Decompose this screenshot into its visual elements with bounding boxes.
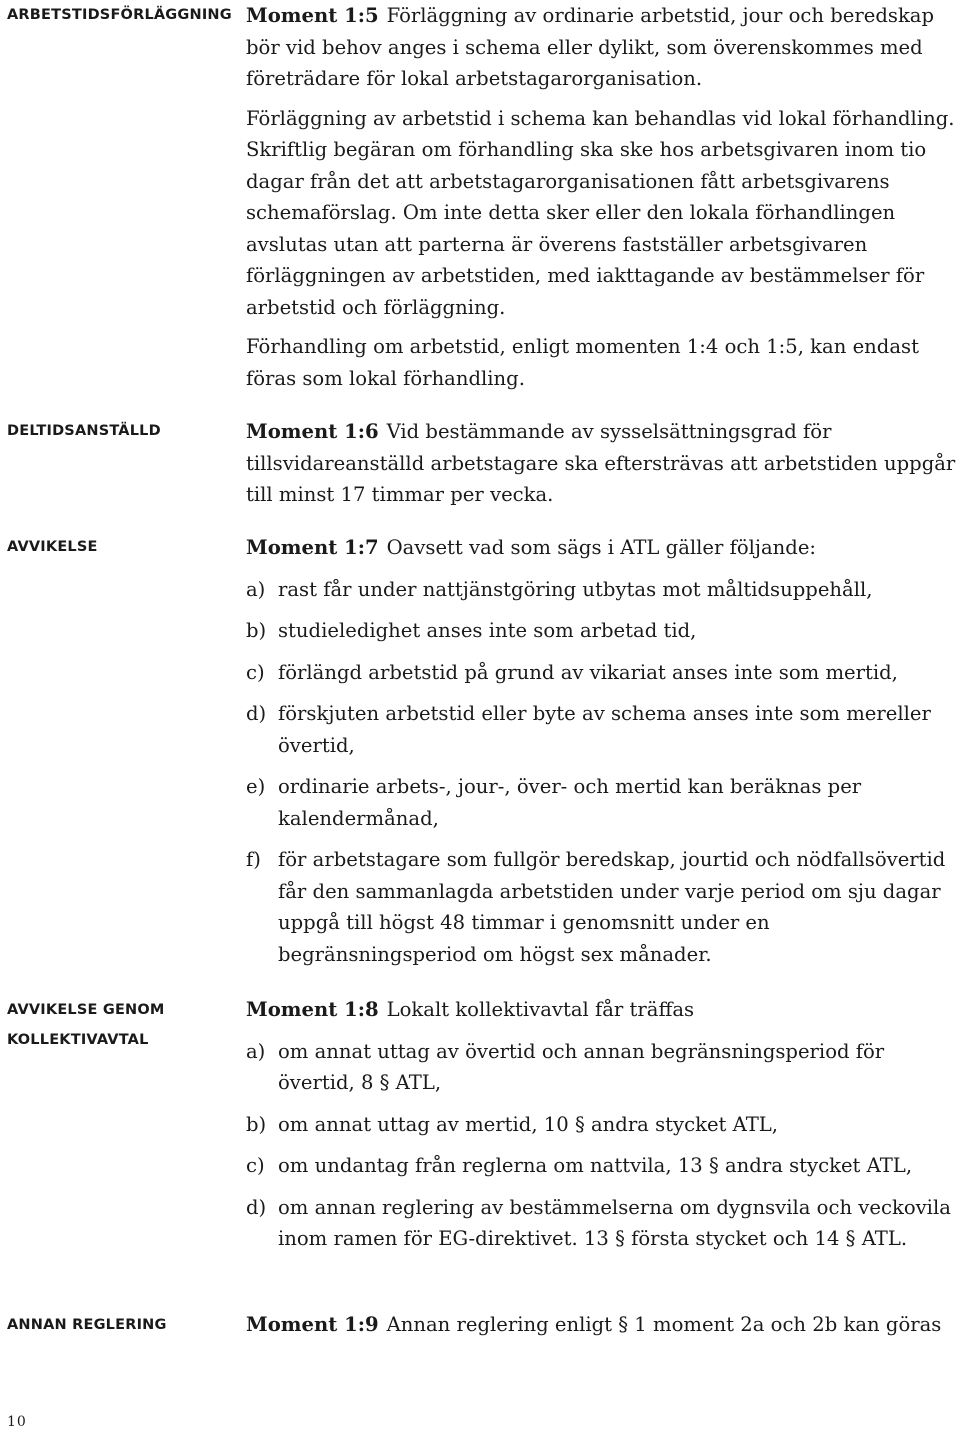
- list-item: [246, 657, 958, 689]
- moment-1-6-paragraph: [246, 416, 958, 511]
- moment-1-8-list: [246, 1036, 958, 1255]
- moment-1-7-text: Oavsett vad som sägs i ATL gäller följande:: [386, 536, 817, 559]
- list-item-text: förlängd arbetstid på grund av vikariat anses inte som mertid,: [278, 660, 898, 684]
- list-item-text: om annat uttag av mertid, 10 § andra stycket ATL,: [278, 1112, 779, 1136]
- page-number: 10: [7, 1414, 27, 1430]
- moment-1-5-text: Förläggning av ordinarie arbetstid, jour och beredskap bör vid behov anges i schema eller dylikt, som överenskommes med företrädare för lokal arbetstagarorganisation.: [246, 4, 935, 90]
- list-item-label: a): [246, 577, 266, 601]
- list-item: [246, 698, 958, 761]
- moment-1-6-text: Vid bestämmande av sysselsättningsgrad för tillsvidareanställd arbetstagare ska eftersträvas att arbetstiden uppgår till minst 17 timmar per vecka.: [246, 420, 956, 506]
- list-item-label: b): [246, 619, 267, 642]
- sidebar-label-avvikelse-genom: AVVIKELSE GENOM: [7, 1002, 165, 1018]
- moment-1-5-paragraph-2: Förläggning av arbetstid i schema kan behandlas vid lokal förhandling. Skriftlig begäran om förhandling ska ske hos arbetsgivaren inom tio dagar från det att arbetstagarorganisationen fått arbetsgivarens schemaförslag. Om inte detta sker eller den lokala förhandlingen avslutas utan att parterna är överens fastställer arbetsgivaren förläggningen av arbetstiden, med iakttagande av bestämmelser för arbetstid och förläggning.: [246, 106, 955, 319]
- list-item-label: a): [246, 1039, 266, 1063]
- sidebar-label-annan-reglering: ANNAN REGLERING: [7, 1317, 167, 1333]
- sidebar-label-deltidsanstalld: DELTIDSANSTÄLLD: [7, 423, 161, 439]
- list-item: [246, 1036, 958, 1099]
- list-item-label: b): [246, 1112, 267, 1136]
- list-item-label: c): [246, 660, 265, 684]
- list-item-text: rast får under nattjänstgöring utbytas mot måltidsuppehåll,: [278, 577, 873, 601]
- moment-1-9-paragraph: [246, 1309, 958, 1341]
- moment-1-5-heading: Moment 1:5: [246, 4, 379, 27]
- list-item-text: om annan reglering av bestämmelserna om dygnsvila och veckovila inom ramen för EG-direktivet. 13 § första stycket och 14 § ATL.: [278, 1195, 951, 1250]
- sidebar-label-avvikelse: AVVIKELSE: [7, 539, 98, 555]
- list-item-text: förskjuten arbetstid eller byte av schema anses inte som mereller övertid,: [278, 702, 931, 757]
- list-item: [246, 1192, 958, 1255]
- list-item: [246, 615, 958, 647]
- sidebar-label-arbetstidsforlaggning: ARBETSTIDSFÖRLÄGGNING: [7, 7, 232, 23]
- moment-1-6-section: [246, 416, 958, 511]
- moment-1-8-section: [246, 994, 958, 1255]
- moment-1-9-text: Annan reglering enligt § 1 moment 2a och 2b kan göras: [386, 1313, 942, 1336]
- moment-1-5-paragraph-3: Förhandling om arbetstid, enligt momenten 1:4 och 1:5, kan endast föras som lokal förhandling.: [246, 335, 919, 390]
- list-item-label: c): [246, 1154, 265, 1177]
- list-item-text: för arbetstagare som fullgör beredskap, jourtid och nödfallsövertid får den sammanlagda arbetstiden under varje period om sju dagar uppgå till högst 48 timmar i genomsnitt under en begränsningsperiod om högst sex månader.: [278, 848, 946, 966]
- list-item: [246, 844, 958, 970]
- moment-1-9-heading: Moment 1:9: [246, 1313, 379, 1336]
- list-item-label: d): [246, 1195, 267, 1219]
- list-item: [246, 771, 958, 834]
- list-item-label: f): [246, 848, 261, 871]
- list-item: [246, 574, 958, 606]
- moment-1-7-paragraph: [246, 532, 958, 564]
- moment-1-9-section: [246, 1309, 958, 1341]
- moment-1-5-section: [246, 0, 958, 394]
- sidebar-label-kollektivavtal: KOLLEKTIVAVTAL: [7, 1032, 149, 1048]
- list-item-text: studieledighet anses inte som arbetad tid,: [278, 619, 697, 642]
- moment-1-6-heading: Moment 1:6: [246, 420, 379, 443]
- list-item: [246, 1150, 958, 1182]
- moment-1-7-list: [246, 574, 958, 971]
- moment-1-5-paragraph-1: [246, 0, 958, 95]
- moment-1-8-text: Lokalt kollektivavtal får träffas: [386, 998, 695, 1021]
- list-item: [246, 1109, 958, 1141]
- list-item-label: e): [246, 775, 266, 798]
- moment-1-7-section: [246, 532, 958, 970]
- list-item-text: om annat uttag av övertid och annan begränsningsperiod för övertid, 8 § ATL,: [278, 1039, 885, 1094]
- list-item-label: d): [246, 702, 267, 725]
- moment-1-7-heading: Moment 1:7: [246, 536, 379, 559]
- moment-1-8-paragraph: [246, 994, 958, 1026]
- moment-1-8-heading: Moment 1:8: [246, 998, 379, 1021]
- list-item-text: om undantag från reglerna om nattvila, 13 § andra stycket ATL,: [278, 1154, 913, 1177]
- list-item-text: ordinarie arbets-, jour-, över- och mertid kan beräknas per kalendermånad,: [278, 775, 862, 830]
